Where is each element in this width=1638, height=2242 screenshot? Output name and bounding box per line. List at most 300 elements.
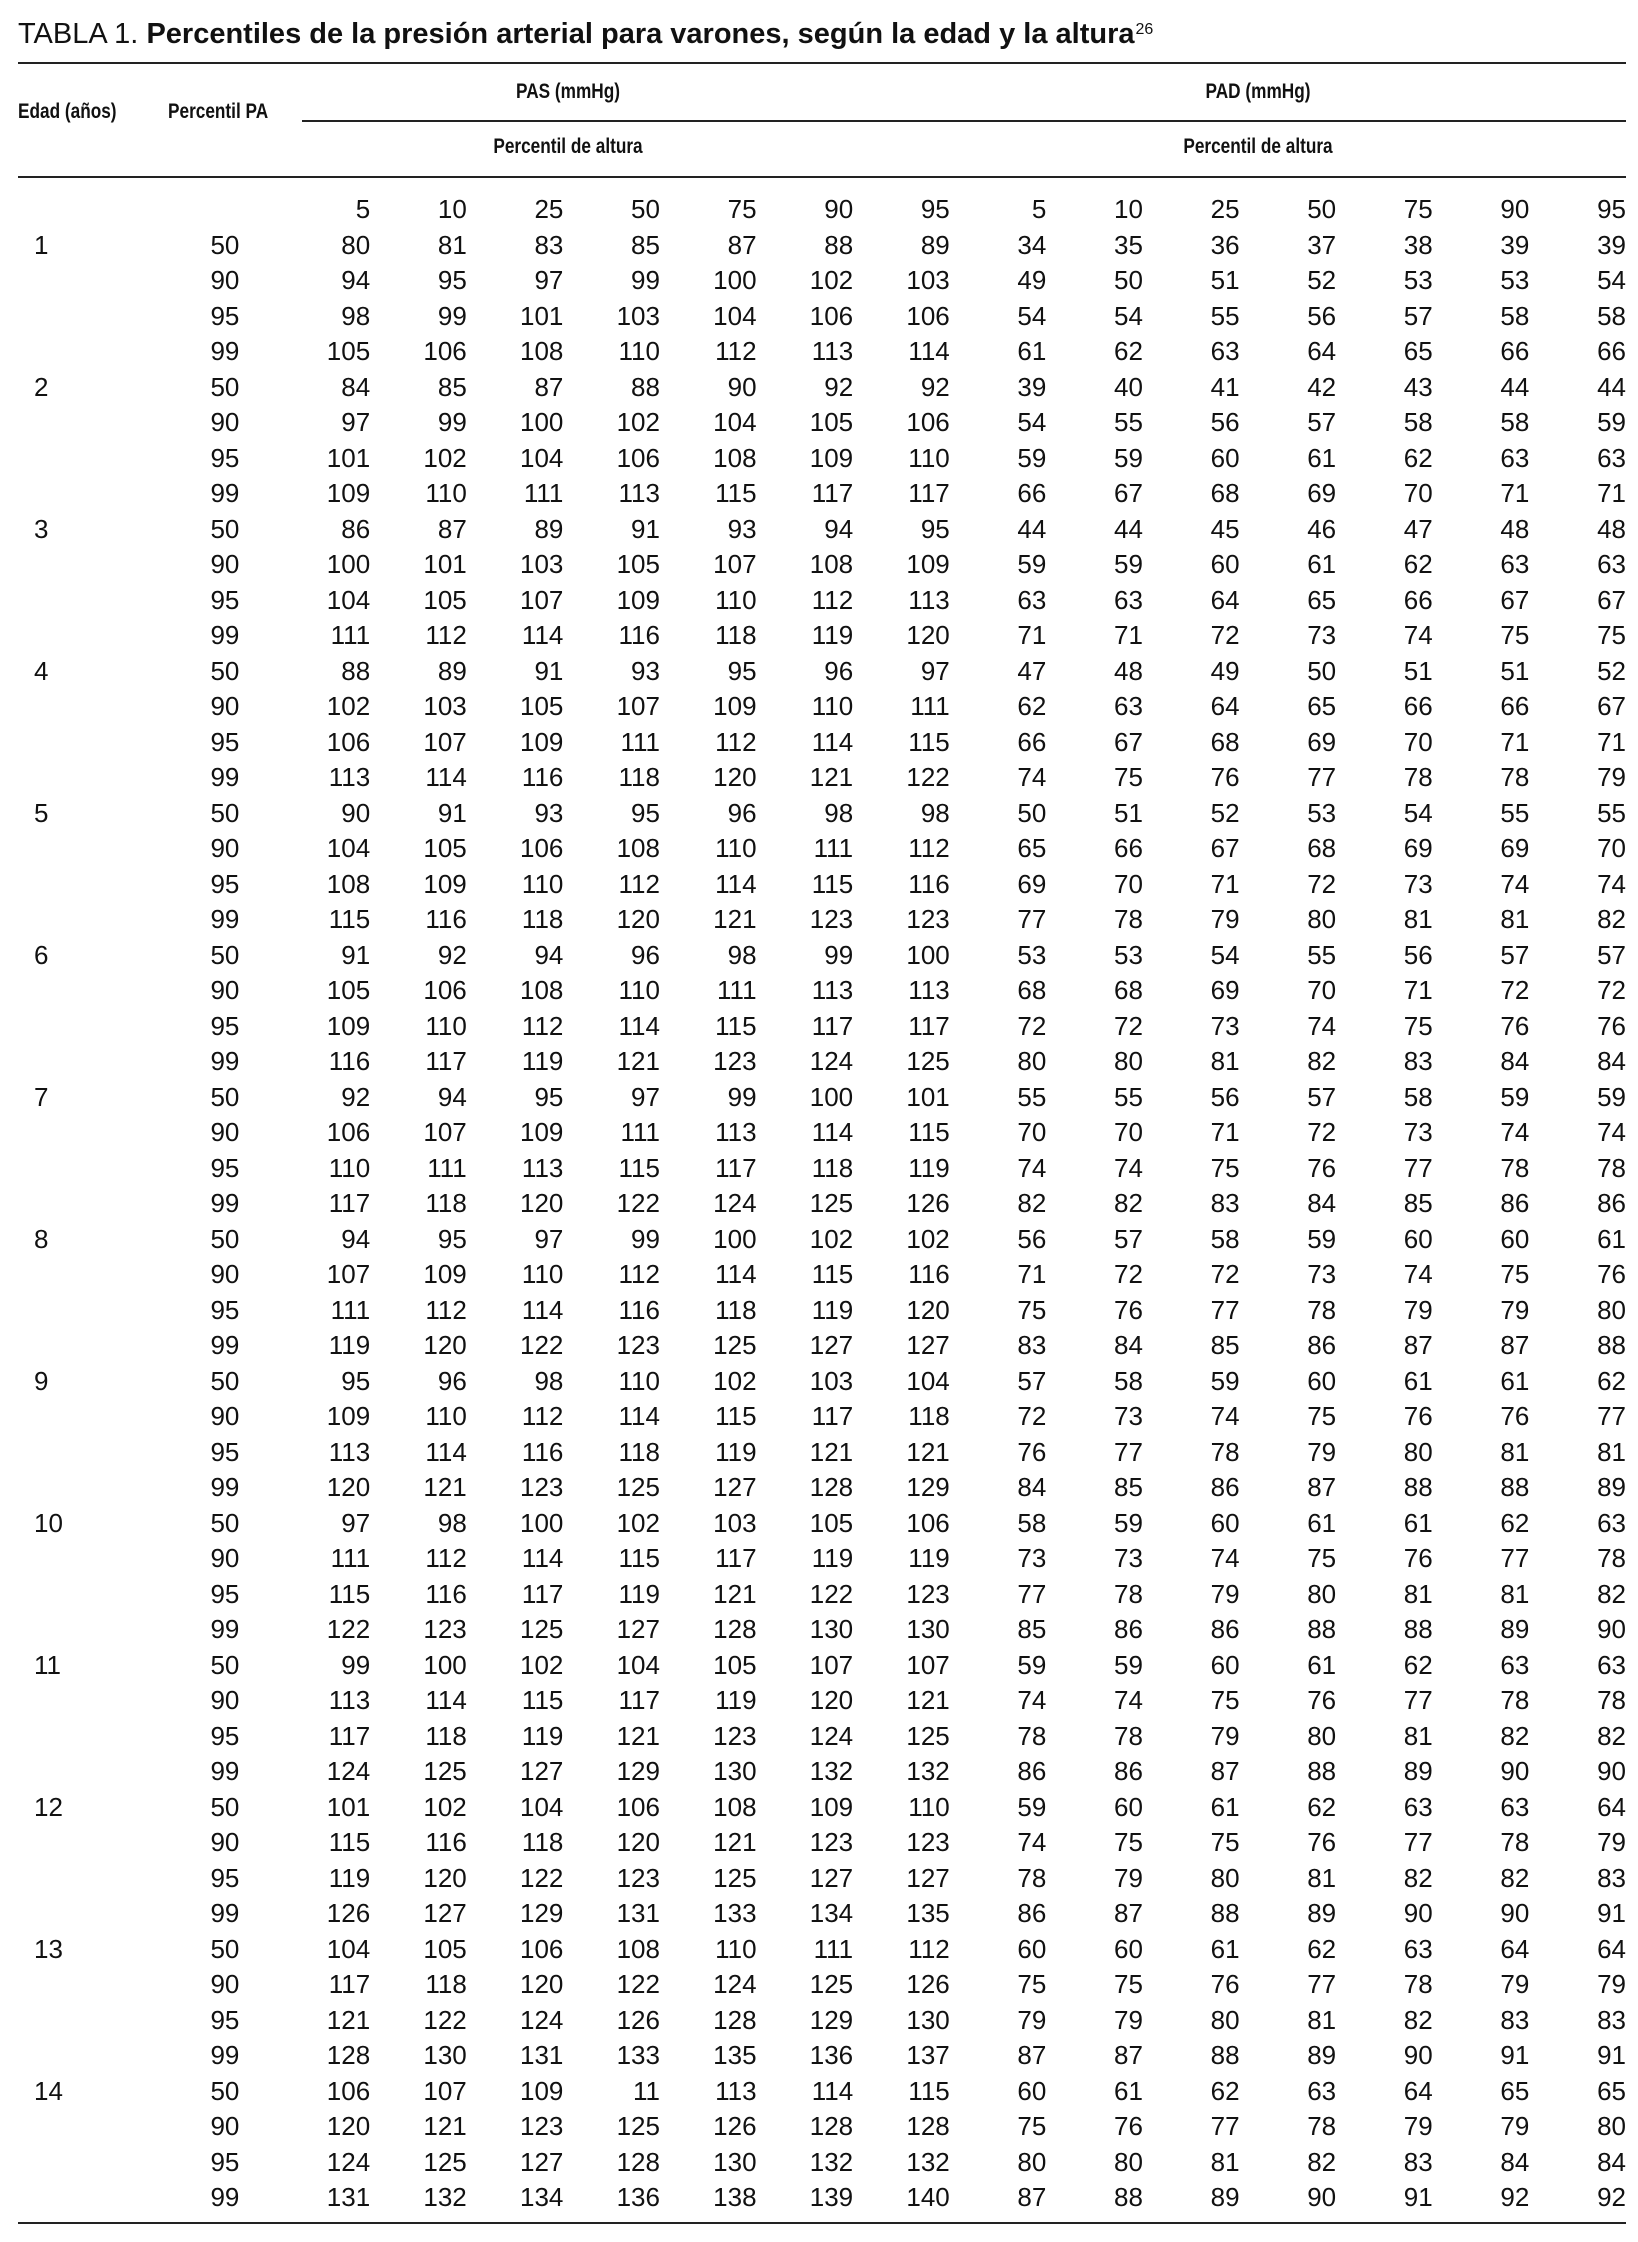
pas-value: 114: [715, 1259, 757, 1289]
pas-value: 112: [521, 1010, 564, 1041]
pas-value: 83: [534, 229, 564, 260]
blank-cell: [18, 192, 109, 228]
bp-percentile-cell: 95: [210, 1578, 240, 1609]
pad-value: 75: [1597, 620, 1626, 650]
pad-value: 82: [1597, 904, 1626, 934]
pad-value: 91: [1500, 2040, 1530, 2070]
bp-percentile-cell: 90: [210, 1969, 240, 1999]
table-row: [18, 1257, 1626, 1293]
header-pad: PAD (mmHg): [1205, 80, 1311, 103]
pad-value: 64: [1210, 691, 1240, 721]
pas-value: 114: [618, 1010, 660, 1041]
pad-value: 50: [1307, 655, 1337, 686]
table-title: [18, 14, 1626, 54]
pad-value: 82: [1500, 1720, 1530, 1751]
pad-value: 60: [1114, 1933, 1143, 1964]
pad-value: 86: [1597, 1188, 1626, 1218]
pad-value: 64: [1500, 1933, 1530, 1964]
pas-value: 100: [906, 939, 950, 970]
pas-value: 130: [809, 1614, 854, 1644]
pas-value: 102: [809, 265, 854, 295]
pad-value: 58: [1403, 407, 1433, 437]
table-row: [18, 902, 1626, 938]
pad-value: 89: [1403, 1756, 1433, 1786]
pad-value: 82: [1403, 2004, 1433, 2035]
table-row: [18, 441, 1626, 477]
height-percentile-label: 75: [727, 194, 757, 224]
data-table: [18, 192, 1626, 2216]
age-cell: [18, 2038, 109, 2074]
pas-value: 127: [906, 1862, 950, 1893]
pad-value: 75: [1500, 620, 1530, 650]
pad-value: 63: [1500, 442, 1530, 473]
pad-value: 92: [1597, 2182, 1626, 2212]
pas-value: 105: [423, 1933, 467, 1964]
pas-value: 100: [326, 549, 371, 579]
pad-value: 72: [1017, 1010, 1047, 1041]
pas-value: 124: [519, 2004, 564, 2035]
document: [18, 14, 1626, 2212]
pad-value: 79: [1114, 1862, 1143, 1893]
pad-value: 39: [1017, 371, 1047, 402]
pad-value: 62: [1017, 691, 1047, 721]
pad-value: 78: [1597, 1152, 1626, 1183]
age-cell: [18, 299, 109, 335]
bp-percentile-cell: 95: [210, 1862, 240, 1893]
pas-value: 104: [713, 407, 757, 437]
pad-value: 79: [1210, 1578, 1240, 1609]
pad-value: 87: [1114, 1898, 1143, 1928]
pas-value: 95: [534, 1081, 564, 1112]
pas-value: 109: [519, 1117, 564, 1147]
bp-percentile-cell: 95: [210, 868, 240, 899]
pas-value: 125: [616, 2111, 660, 2141]
pad-value: 70: [1307, 975, 1337, 1005]
pas-value: 126: [713, 2111, 757, 2141]
pad-value: 76: [1210, 1969, 1240, 1999]
pad-value: 81: [1210, 1046, 1240, 1076]
pas-value: 105: [326, 336, 371, 366]
pad-value: 71: [1500, 478, 1530, 508]
pas-value: 94: [437, 1081, 467, 1112]
pad-value: 74: [1017, 1827, 1047, 1857]
pas-value: 130: [423, 2040, 467, 2070]
pas-value: 113: [811, 975, 854, 1005]
pad-value: 82: [1597, 1720, 1626, 1751]
pad-value: 59: [1017, 549, 1047, 579]
pas-value: 96: [824, 655, 854, 686]
table-row: [18, 476, 1626, 512]
pad-value: 77: [1114, 1436, 1143, 1467]
pas-value: 129: [519, 1898, 564, 1928]
table-row: [18, 2145, 1626, 2181]
pas-value: 88: [631, 371, 660, 402]
pas-value: 88: [341, 655, 371, 686]
pad-value: 59: [1114, 1649, 1143, 1680]
pas-value: 116: [425, 1827, 467, 1857]
pas-value: 115: [328, 904, 371, 934]
pad-value: 74: [1597, 868, 1626, 899]
table-row: [18, 938, 1626, 974]
pas-value: 115: [618, 1152, 660, 1183]
bp-percentile-cell: 95: [210, 584, 240, 615]
pas-value: 102: [423, 442, 467, 473]
pad-value: 68: [1114, 975, 1143, 1005]
pad-value: 86: [1017, 1898, 1047, 1928]
bp-percentile-cell: 99: [210, 2040, 240, 2070]
pas-value: 102: [519, 1649, 564, 1680]
pad-value: 62: [1210, 2075, 1240, 2106]
header-pas: PAS (mmHg): [516, 80, 620, 103]
bp-percentile-cell: 99: [210, 904, 240, 934]
pas-value: 115: [908, 726, 950, 757]
pad-value: 86: [1114, 1614, 1143, 1644]
pad-value: 56: [1017, 1223, 1047, 1254]
pad-value: 56: [1403, 939, 1433, 970]
pas-value: 107: [423, 1117, 467, 1147]
pas-value: 100: [423, 1649, 467, 1680]
pad-value: 85: [1114, 1472, 1143, 1502]
pad-value: 62: [1597, 1365, 1626, 1396]
pas-value: 121: [809, 1436, 854, 1467]
age-cell: [18, 1186, 109, 1222]
pas-value: 127: [809, 1330, 854, 1360]
pas-value: 110: [618, 336, 660, 366]
pas-value: 123: [906, 1827, 950, 1857]
pas-value: 88: [824, 229, 854, 260]
pad-value: 52: [1597, 655, 1626, 686]
pas-value: 112: [425, 1294, 467, 1325]
pad-value: 91: [1597, 2040, 1626, 2070]
pad-value: 60: [1403, 1223, 1433, 1254]
pad-value: 61: [1403, 1507, 1433, 1538]
pas-value: 102: [713, 1365, 757, 1396]
pad-value: 80: [1597, 1294, 1626, 1325]
pas-value: 113: [618, 478, 660, 508]
pas-value: 111: [427, 1152, 467, 1183]
bottom-rule: [18, 2222, 1626, 2224]
pad-value: 79: [1597, 762, 1626, 792]
pas-value: 132: [423, 2182, 467, 2212]
pas-value: 121: [809, 762, 854, 792]
pas-value: 121: [326, 2004, 371, 2035]
pas-value: 128: [809, 1472, 854, 1502]
height-percentile-label: 5: [355, 194, 371, 224]
pas-value: 121: [423, 1472, 467, 1502]
pad-value: 54: [1017, 300, 1047, 331]
pad-value: 73: [1114, 1401, 1143, 1431]
pas-value: 127: [713, 1472, 757, 1502]
pad-value: 88: [1210, 1898, 1240, 1928]
pad-value: 62: [1500, 1507, 1530, 1538]
pad-value: 80: [1307, 1578, 1337, 1609]
pad-value: 90: [1403, 2040, 1433, 2070]
table-row: [18, 689, 1626, 725]
pas-value: 120: [616, 1827, 660, 1857]
pad-value: 55: [1114, 407, 1143, 437]
pas-value: 126: [906, 1188, 950, 1218]
pad-value: 77: [1597, 1401, 1626, 1431]
pad-value: 77: [1017, 1578, 1047, 1609]
pas-value: 134: [519, 2182, 564, 2212]
pas-value: 108: [326, 868, 371, 899]
pas-value: 99: [437, 407, 467, 437]
pad-value: 83: [1597, 2004, 1626, 2035]
bp-percentile-cell: 95: [210, 1152, 240, 1183]
pad-value: 59: [1597, 407, 1626, 437]
pad-value: 35: [1114, 229, 1143, 260]
table-row: [18, 1541, 1626, 1577]
bp-percentile-cell: 90: [210, 691, 240, 721]
pad-value: 75: [1114, 1969, 1143, 1999]
table-row: [18, 1577, 1626, 1613]
pas-value: 121: [616, 1046, 660, 1076]
pad-value: 62: [1403, 442, 1433, 473]
pad-value: 75: [1307, 1401, 1337, 1431]
age-cell: 14: [34, 2075, 63, 2106]
pas-value: 125: [906, 1720, 950, 1751]
pad-value: 58: [1403, 1081, 1433, 1112]
pad-value: 86: [1017, 1756, 1047, 1786]
age-cell: [18, 1825, 109, 1861]
height-percentile-label: 75: [1403, 194, 1433, 224]
pad-value: 76: [1500, 1401, 1530, 1431]
pas-value: 90: [727, 371, 757, 402]
pad-value: 70: [1597, 833, 1626, 863]
age-cell: 3: [34, 513, 49, 544]
pas-value: 89: [437, 655, 467, 686]
pas-value: 112: [521, 1401, 564, 1431]
pas-value: 114: [521, 620, 564, 650]
pad-value: 63: [1403, 1791, 1433, 1822]
height-percentile-label: 95: [1597, 194, 1626, 224]
pad-value: 56: [1307, 300, 1337, 331]
pad-value: 65: [1500, 2075, 1530, 2106]
pad-value: 75: [1210, 1827, 1240, 1857]
pad-value: 73: [1307, 620, 1337, 650]
pas-value: 99: [727, 1081, 757, 1112]
pas-value: 109: [326, 478, 371, 508]
age-cell: 13: [34, 1933, 63, 1964]
pas-value: 138: [713, 2182, 757, 2212]
table-row: [18, 405, 1626, 441]
pad-value: 79: [1597, 1969, 1626, 1999]
bp-percentile-cell: 90: [210, 1543, 240, 1573]
pas-value: 104: [713, 300, 757, 331]
pad-value: 74: [1114, 1685, 1143, 1715]
pas-value: 105: [423, 833, 467, 863]
pas-value: 119: [521, 1720, 564, 1751]
pas-value: 115: [618, 1543, 660, 1573]
pas-value: 103: [616, 300, 660, 331]
pad-value: 81: [1500, 1436, 1530, 1467]
header-age: Edad (años): [18, 100, 117, 123]
pad-value: 62: [1114, 336, 1143, 366]
pad-value: 52: [1210, 797, 1240, 828]
age-cell: [18, 583, 109, 619]
pad-value: 84: [1114, 1330, 1143, 1360]
pad-value: 61: [1017, 336, 1047, 366]
pad-value: 59: [1017, 442, 1047, 473]
pas-value: 120: [423, 1862, 467, 1893]
bp-percentile-cell: 50: [210, 797, 240, 828]
top-rule: [18, 62, 1626, 64]
pas-value: 120: [616, 904, 660, 934]
pas-value: 106: [809, 300, 854, 331]
pas-value: 121: [906, 1436, 950, 1467]
pas-value: 135: [906, 1898, 950, 1928]
pad-value: 69: [1500, 833, 1530, 863]
pad-value: 73: [1403, 1117, 1433, 1147]
pad-value: 57: [1403, 300, 1433, 331]
pad-value: 89: [1210, 2182, 1240, 2212]
pad-value: 73: [1114, 1543, 1143, 1573]
pad-value: 73: [1017, 1543, 1047, 1573]
pas-value: 117: [425, 1046, 467, 1076]
pas-value: 114: [715, 868, 757, 899]
pad-value: 79: [1017, 2004, 1047, 2035]
pad-value: 75: [1114, 1827, 1143, 1857]
pas-value: 110: [715, 1933, 757, 1964]
pad-value: 54: [1114, 300, 1143, 331]
pas-value: 120: [713, 762, 757, 792]
pas-value: 114: [521, 1294, 564, 1325]
pas-value: 98: [824, 797, 854, 828]
pas-value: 112: [908, 1933, 950, 1964]
pad-value: 81: [1307, 1862, 1337, 1893]
pad-value: 87: [1210, 1756, 1240, 1786]
header-pad-height-percentile: Percentil de altura: [1183, 135, 1333, 158]
age-cell: [18, 1577, 109, 1613]
table-row: [18, 1151, 1626, 1187]
pad-value: 67: [1597, 584, 1626, 615]
pas-value: 109: [809, 442, 854, 473]
pas-value: 105: [616, 549, 660, 579]
pad-value: 81: [1500, 904, 1530, 934]
table-row: [18, 2074, 1626, 2110]
height-percentile-label: 10: [1114, 194, 1143, 224]
pas-value: 109: [326, 1401, 371, 1431]
pad-value: 77: [1403, 1827, 1433, 1857]
pad-value: 60: [1017, 1933, 1047, 1964]
pas-value: 122: [519, 1862, 564, 1893]
pas-value: 106: [616, 442, 660, 473]
pad-value: 71: [1114, 620, 1143, 650]
pas-value: 123: [423, 1614, 467, 1644]
bp-percentile-cell: 99: [210, 1472, 240, 1502]
table-row: [18, 654, 1626, 690]
pas-value: 121: [713, 904, 757, 934]
age-cell: 11: [34, 1649, 61, 1680]
pas-value: 110: [908, 1791, 950, 1822]
pas-value: 96: [437, 1365, 467, 1396]
pad-value: 64: [1597, 1933, 1626, 1964]
pad-value: 75: [1210, 1685, 1240, 1715]
pad-value: 88: [1403, 1472, 1433, 1502]
pad-value: 78: [1500, 1827, 1530, 1857]
pas-value: 123: [809, 904, 854, 934]
table-row: [18, 1364, 1626, 1400]
pas-value: 128: [616, 2146, 660, 2177]
pad-value: 72: [1307, 1117, 1337, 1147]
bp-percentile-cell: 99: [210, 478, 240, 508]
pas-value: 107: [906, 1649, 950, 1680]
age-cell: [18, 973, 109, 1009]
pas-value: 115: [328, 1827, 371, 1857]
pad-value: 72: [1210, 1259, 1240, 1289]
pas-value: 101: [326, 1791, 371, 1822]
pad-value: 60: [1307, 1365, 1337, 1396]
pad-value: 58: [1597, 300, 1626, 331]
pad-value: 81: [1403, 904, 1433, 934]
pas-value: 87: [534, 371, 564, 402]
pad-value: 66: [1114, 833, 1143, 863]
pad-value: 80: [1307, 904, 1337, 934]
pad-value: 72: [1114, 1259, 1143, 1289]
pas-value: 125: [519, 1614, 564, 1644]
pad-value: 90: [1500, 1756, 1530, 1786]
pad-value: 60: [1017, 2075, 1047, 2106]
pas-value: 112: [425, 620, 467, 650]
pad-value: 80: [1403, 1436, 1433, 1467]
pad-value: 87: [1114, 2040, 1143, 2070]
pad-value: 65: [1307, 584, 1337, 615]
pad-value: 80: [1017, 2146, 1047, 2177]
pas-value: 123: [519, 1472, 564, 1502]
pas-value: 114: [618, 1401, 660, 1431]
pas-value: 99: [824, 939, 854, 970]
pad-value: 71: [1500, 726, 1530, 757]
pas-value: 108: [809, 549, 854, 579]
pas-value: 112: [811, 584, 854, 615]
pad-value: 44: [1597, 371, 1626, 402]
pad-value: 53: [1500, 265, 1530, 295]
pas-value: 119: [811, 1294, 854, 1325]
height-percentile-label: 90: [1500, 194, 1530, 224]
pas-value: 117: [811, 1010, 854, 1041]
pas-value: 119: [521, 1046, 564, 1076]
pad-value: 78: [1114, 1578, 1143, 1609]
pas-value: 105: [713, 1649, 757, 1680]
pas-value: 123: [616, 1330, 660, 1360]
pas-value: 118: [618, 1436, 660, 1467]
pad-value: 60: [1210, 1507, 1240, 1538]
pas-value: 115: [908, 1117, 950, 1147]
table-row: [18, 299, 1626, 335]
pas-value: 111: [813, 1933, 854, 1964]
pas-value: 130: [906, 2004, 950, 2035]
pad-value: 52: [1307, 265, 1337, 295]
pas-value: 123: [519, 2111, 564, 2141]
header-pas-height-percentile: Percentil de altura: [493, 135, 643, 158]
pad-value: 46: [1307, 513, 1337, 544]
pad-value: 65: [1307, 691, 1337, 721]
table-row: [18, 1293, 1626, 1329]
pas-value: 110: [618, 1365, 660, 1396]
pas-value: 121: [906, 1685, 950, 1715]
pad-value: 77: [1403, 1152, 1433, 1183]
height-percentile-label: 25: [534, 194, 564, 224]
pad-value: 60: [1210, 549, 1240, 579]
pad-value: 85: [1210, 1330, 1240, 1360]
pas-value: 117: [908, 1010, 950, 1041]
pas-value: 91: [341, 939, 371, 970]
pas-value: 116: [908, 1259, 950, 1289]
pad-value: 83: [1017, 1330, 1047, 1360]
pas-value: 109: [326, 1010, 371, 1041]
pas-value: 100: [519, 407, 564, 437]
pas-value: 101: [326, 442, 371, 473]
